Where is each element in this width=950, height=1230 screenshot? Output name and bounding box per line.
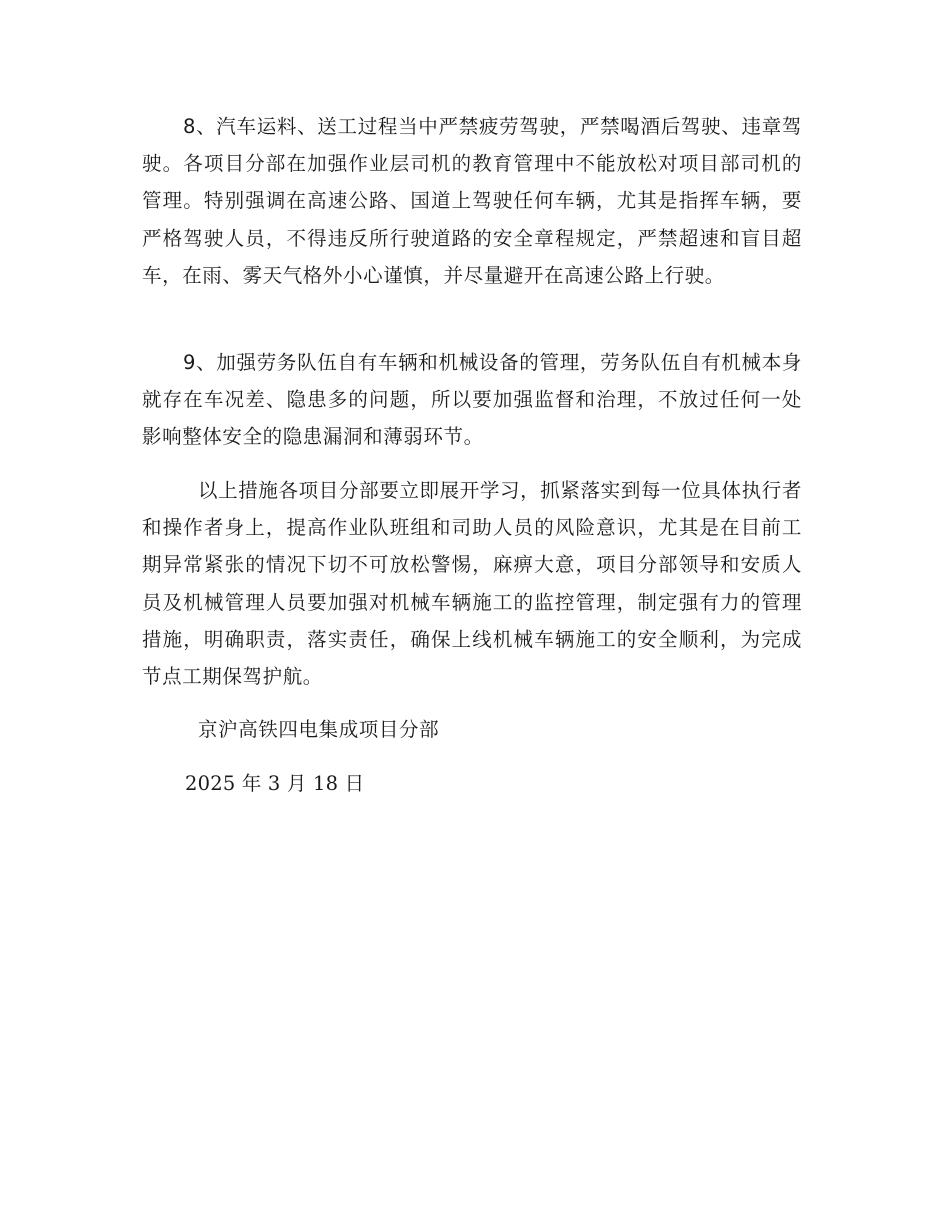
paragraph-conclusion: 以上措施各项目分部要立即展开学习，抓紧落实到每一位具体执行者和操作者身上，提高作业队班组和司助人员的风险意识，尤其是在目前工期异常紧张的情况下切不可放松警惕，麻痹大意，项目分部领导和安质人员及机械管理人员要加强对机械车辆施工的监控管理，制定强有力的管理措施，明确职责，落实责任，确保上线机械车辆施工的安全顺利，为完成节点工期保驾护航。: [142, 479, 802, 689]
paragraph-item-8: 8、汽车运料、送工过程当中严禁疲劳驾驶，严禁喝酒后驾驶、违章驾驶。各项目分部在加强作业层司机的教育管理中不能放松对项目部司机的管理。特别强调在高速公路、国道上驾驶任何车辆，尤其是指挥车辆，要严格驾驶人员，不得违反所行驶道路的安全章程规定，严禁超速和盲目超车，在雨、雾天气格外小心谨慎，并尽量避开在高速公路上行驶。: [142, 115, 802, 287]
signature-organization: 京沪高铁四电集成项目分部: [198, 718, 440, 741]
paragraph-item-9: 9、加强劳务队伍自有车辆和机械设备的管理，劳务队伍自有机械本身就存在车况差、隐患多的问题，所以要加强监督和治理，不放过任何一处影响整体安全的隐患漏洞和薄弱环节。: [142, 351, 802, 449]
document-date: 2025 年 3 月 18 日: [185, 772, 365, 795]
